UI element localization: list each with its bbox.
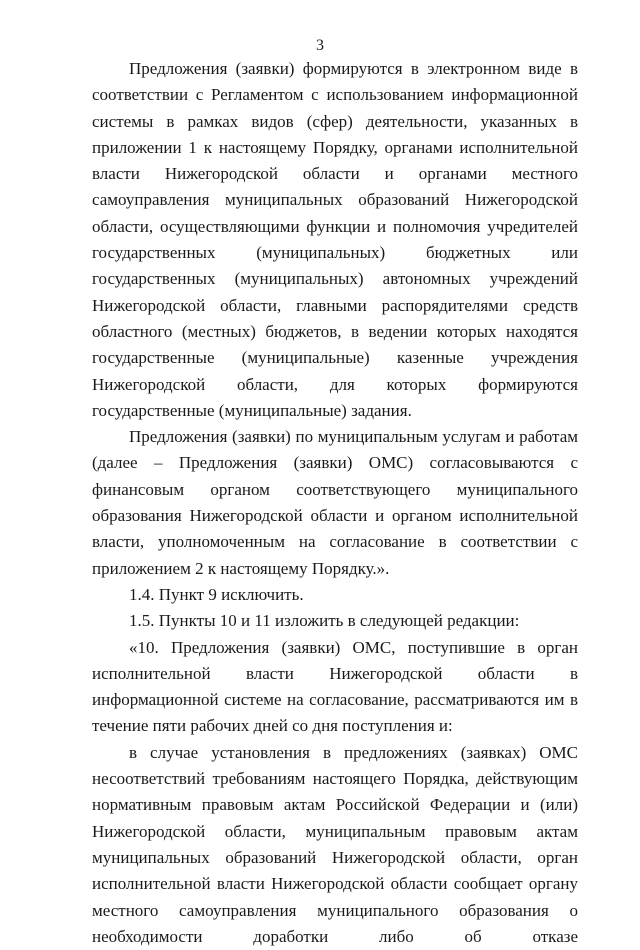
- paragraph-proposals-oms: Предложения (заявки) по муниципальным услугам и работам (далее – Предложения (заявки) ОМС) согласовываются с финансовым органом соответствующего муниципального образования Нижегородской области и органом исполнительной власти, уполномоченным на согласование в соответствии с приложением 2 к настоящему Порядку.».: [92, 427, 578, 578]
- document-body: [92, 56, 578, 950]
- paragraph-point-10: «10. Предложения (заявки) ОМС, поступившие в орган исполнительной власти Нижегородской области в информационной системе на согласование, рассматриваются им в течение пяти рабочих дней со дня поступления и:: [92, 637, 578, 736]
- paragraph-proposals-formation: Предложения (заявки) формируются в электронном виде в соответствии с Регламентом с использованием информационной системы в рамках видов (сфер) деятельности, указанных в приложении 1 к настоящему Порядку, органами исполнительной власти Нижегородской области и органами местного самоуправления муниципальных образований Нижегородской области, осуществляющими функции и полномочия учредителей государственных (муниципальных) бюджетных или государственных (муниципальных) автономных учреждений Нижегородской области, главными распорядителями средств областного (местных) бюджетов, в ведении которых находятся государственные (муниципальные) казенные учреждения Нижегородской области, для которых формируются государственные (муниципальные) задания.: [92, 59, 578, 420]
- page-number: 3: [316, 37, 324, 54]
- paragraph-item-1-5: 1.5. Пункты 10 и 11 изложить в следующей редакции:: [129, 611, 520, 631]
- paragraph-nonconformity: в случае установления в предложениях (заявках) ОМС несоответствий требованиям настоящего Порядка, действующим нормативным правовым актам Российской Федерации и (или) Нижегородской области, муниципальным правовым актам муниципальных образований Нижегородской области, орган исполнительной власти Нижегородской области сообщает органу местного самоуправления муниципального образования о необходимости доработки либо об отказе: [92, 742, 578, 946]
- paragraph-item-1-4: 1.4. Пункт 9 исключить.: [129, 584, 304, 604]
